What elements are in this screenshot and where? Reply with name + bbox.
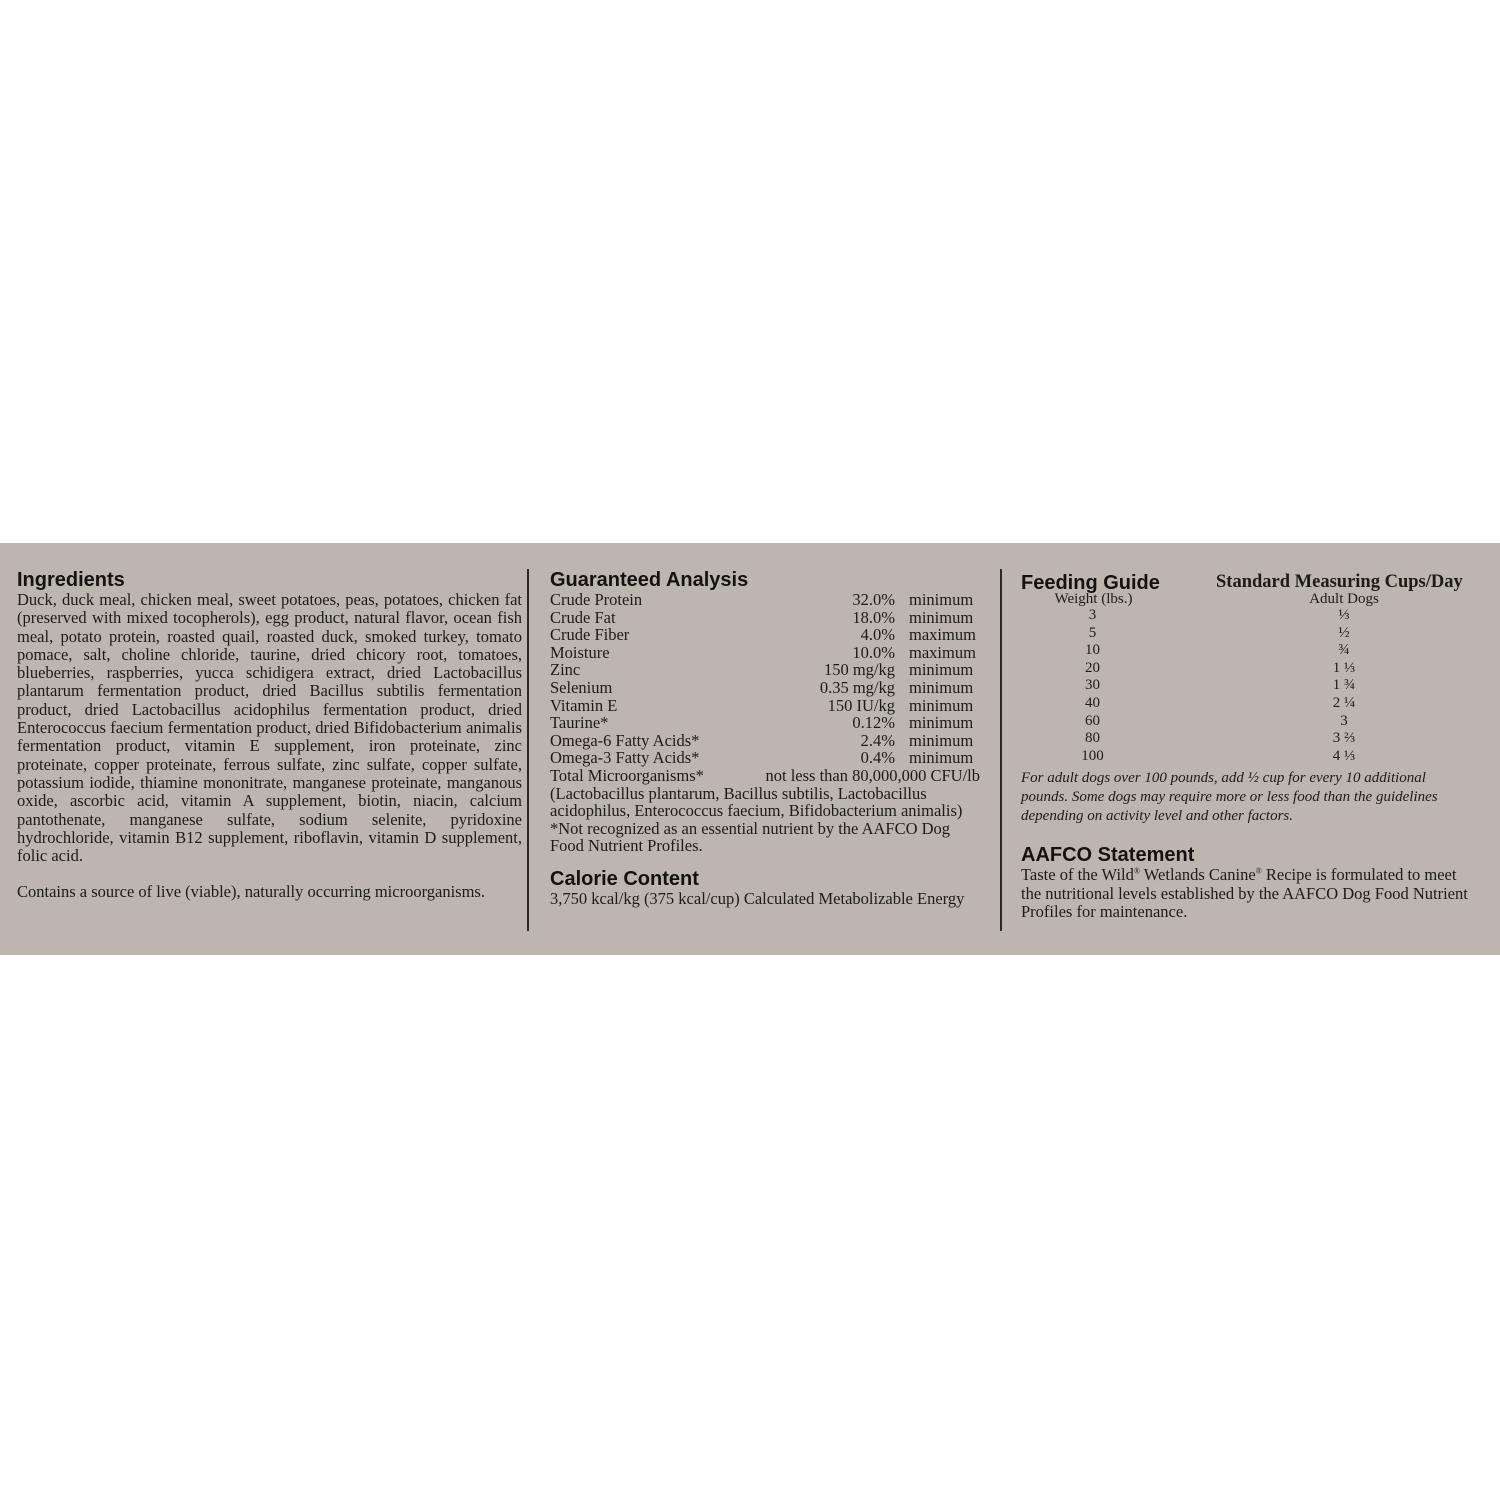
analysis-row xyxy=(550,714,980,732)
analysis-table xyxy=(550,591,980,785)
column-divider xyxy=(1000,569,1002,931)
feeding-row xyxy=(1021,677,1481,695)
nutrient-value: 150 mg/kg xyxy=(823,660,895,680)
cups-per-day: 3 ⅔ xyxy=(1332,730,1356,747)
guaranteed-analysis-section xyxy=(550,569,980,908)
nutrient-value: 0.12% xyxy=(852,713,895,733)
dog-weight: 20 xyxy=(1085,659,1100,676)
nutrient-value: 4.0% xyxy=(860,625,895,645)
feeding-title: Feeding Guide xyxy=(1021,572,1160,594)
nutrient-name: Vitamin E xyxy=(550,695,618,715)
feeding-row xyxy=(1021,625,1481,643)
cups-per-day: 3 xyxy=(1340,712,1348,729)
nutrient-name: Moisture xyxy=(550,642,610,662)
nutrient-value: 150 IU/kg xyxy=(827,695,895,715)
analysis-row xyxy=(550,697,980,715)
aafco-footnote: *Not recognized as an essential nutrient by the AAFCO Dog Food Nutrient Profiles. xyxy=(550,818,951,856)
cups-per-day: ½ xyxy=(1338,624,1350,641)
cups-per-day: 1 ⅓ xyxy=(1332,659,1356,676)
dog-weight: 40 xyxy=(1085,694,1100,711)
nutrient-qualifier: maximum xyxy=(909,642,976,662)
calorie-title: Calorie Content xyxy=(550,867,699,890)
nutrient-name: Taurine* xyxy=(550,713,609,733)
nutrient-qualifier: minimum xyxy=(909,713,974,733)
feeding-note: For adult dogs over 100 pounds, add ½ cup for every 10 additional pounds. Some dogs may require more or less food than the guidelines depending on activity level and other factors. xyxy=(1021,770,1438,825)
nutrient-qualifier: minimum xyxy=(909,748,974,768)
dog-weight: 80 xyxy=(1085,730,1100,747)
feeding-row xyxy=(1021,730,1481,748)
analysis-row xyxy=(550,644,980,662)
nutrient-value: not less than 80,000,000 CFU/lb xyxy=(765,765,980,785)
nutrient-qualifier: minimum xyxy=(909,677,974,697)
aafco-title: AAFCO Statement xyxy=(1021,844,1195,867)
nutrient-qualifier: minimum xyxy=(909,590,974,609)
organisms-note: (Lactobacillus plantarum, Bacillus subtilis, Lactobacillus acidophilus, Enterococcus faecium, Bifidobacterium animalis) xyxy=(550,783,963,821)
nutrient-name: Omega-3 Fatty Acids* xyxy=(550,748,700,768)
nutrient-name: Crude Fat xyxy=(550,607,616,627)
dog-weight: 3 xyxy=(1088,607,1097,623)
cups-per-day: ⅓ xyxy=(1338,607,1350,623)
analysis-row xyxy=(550,679,980,697)
feeding-row xyxy=(1021,607,1481,625)
feeding-row xyxy=(1021,713,1481,731)
microorganisms-statement: Contains a source of live (viable), naturally occurring microorganisms. xyxy=(17,882,485,902)
cups-per-day: 2 ¼ xyxy=(1332,694,1356,711)
nutrient-qualifier: minimum xyxy=(909,607,974,627)
analysis-title: Guaranteed Analysis xyxy=(550,569,749,591)
nutrient-qualifier: maximum xyxy=(909,625,976,645)
dog-weight: 30 xyxy=(1085,677,1100,694)
analysis-row xyxy=(550,767,980,785)
feeding-row xyxy=(1021,748,1481,766)
nutrient-qualifier: minimum xyxy=(909,695,974,715)
cups-per-day: ¾ xyxy=(1338,642,1350,659)
ingredients-section xyxy=(17,569,522,902)
feeding-row xyxy=(1021,642,1481,660)
analysis-row xyxy=(550,732,980,750)
nutrient-value: 0.4% xyxy=(860,748,895,768)
analysis-row xyxy=(550,749,980,767)
nutrient-value: 32.0% xyxy=(852,590,895,609)
ingredients-title: Ingredients xyxy=(17,569,125,591)
column-divider xyxy=(527,569,529,931)
cups-per-day: 4 ⅓ xyxy=(1332,747,1356,764)
nutrient-value: 10.0% xyxy=(852,642,895,662)
nutrient-qualifier: minimum xyxy=(909,660,974,680)
nutrient-value: 18.0% xyxy=(852,607,895,627)
nutrient-name: Crude Fiber xyxy=(550,625,630,645)
ingredients-list: Duck, duck meal, chicken meal, sweet potatoes, peas, potatoes, chicken fat (preserved with mixed tocopherols), egg product, natural flavor, ocean fish meal, potato protein, roasted quail, roasted duck, smoked turkey, tomato pomace, salt, choline chloride, taurine, dried chicory root, tomatoes, blueberries, raspberries, yucca schidigera extract, dried Lactobacillus plantarum fermentation product, dried Bacillus subtilis fermentation product, dried Lactobacillus acidophilus fermentation product, dried Enterococcus faecium fermentation product, dried Bifidobacterium animalis fermentation product, vitamin E supplement, iron proteinate, zinc proteinate, copper proteinate, ferrous sulfate, zinc sulfate, copper sulfate, potassium iodide, thiamine mononitrate, manganese proteinate, manganous oxide, ascorbic acid, vitamin A supplement, biotin, niacin, calcium pantothenate, manganese sulfate, sodium selenite, pyridoxine hydrochloride, vitamin B12 supplement, riboflavin, vitamin D supplement, folic acid. xyxy=(17,590,522,866)
label-panel xyxy=(0,543,1500,955)
dog-weight: 100 xyxy=(1081,747,1104,764)
feeding-table xyxy=(1021,607,1481,765)
aafco-statement: Taste of the Wild® Wetlands Canine® Recipe is formulated to meet the nutritional levels established by the AAFCO Dog Food Nutrient Profiles for maintenance. xyxy=(1021,865,1468,921)
dog-weight: 5 xyxy=(1088,624,1097,641)
nutrient-name: Omega-6 Fatty Acids* xyxy=(550,730,700,750)
cups-header: Standard Measuring Cups/Day xyxy=(1216,572,1463,592)
feeding-row xyxy=(1021,695,1481,713)
weight-header: Weight (lbs.) xyxy=(1054,591,1133,607)
nutrient-name: Selenium xyxy=(550,677,613,697)
dog-weight: 10 xyxy=(1085,642,1100,659)
analysis-row xyxy=(550,661,980,679)
analysis-row xyxy=(550,609,980,627)
nutrient-name: Zinc xyxy=(550,660,581,680)
analysis-row xyxy=(550,591,980,609)
cups-per-day: 1 ¾ xyxy=(1332,677,1356,694)
adult-dogs-header: Adult Dogs xyxy=(1309,591,1379,607)
dog-weight: 60 xyxy=(1085,712,1100,729)
feeding-row xyxy=(1021,660,1481,678)
nutrient-name: Crude Protein xyxy=(550,590,643,609)
nutrient-qualifier: minimum xyxy=(909,730,974,750)
nutrient-name: Total Microorganisms* xyxy=(550,765,704,785)
analysis-row xyxy=(550,626,980,644)
nutrient-value: 0.35 mg/kg xyxy=(819,677,895,697)
nutrient-value: 2.4% xyxy=(860,730,895,750)
feeding-guide-section xyxy=(1021,569,1481,921)
calorie-text: 3,750 kcal/kg (375 kcal/cup) Calculated Metabolizable Energy xyxy=(550,888,965,908)
